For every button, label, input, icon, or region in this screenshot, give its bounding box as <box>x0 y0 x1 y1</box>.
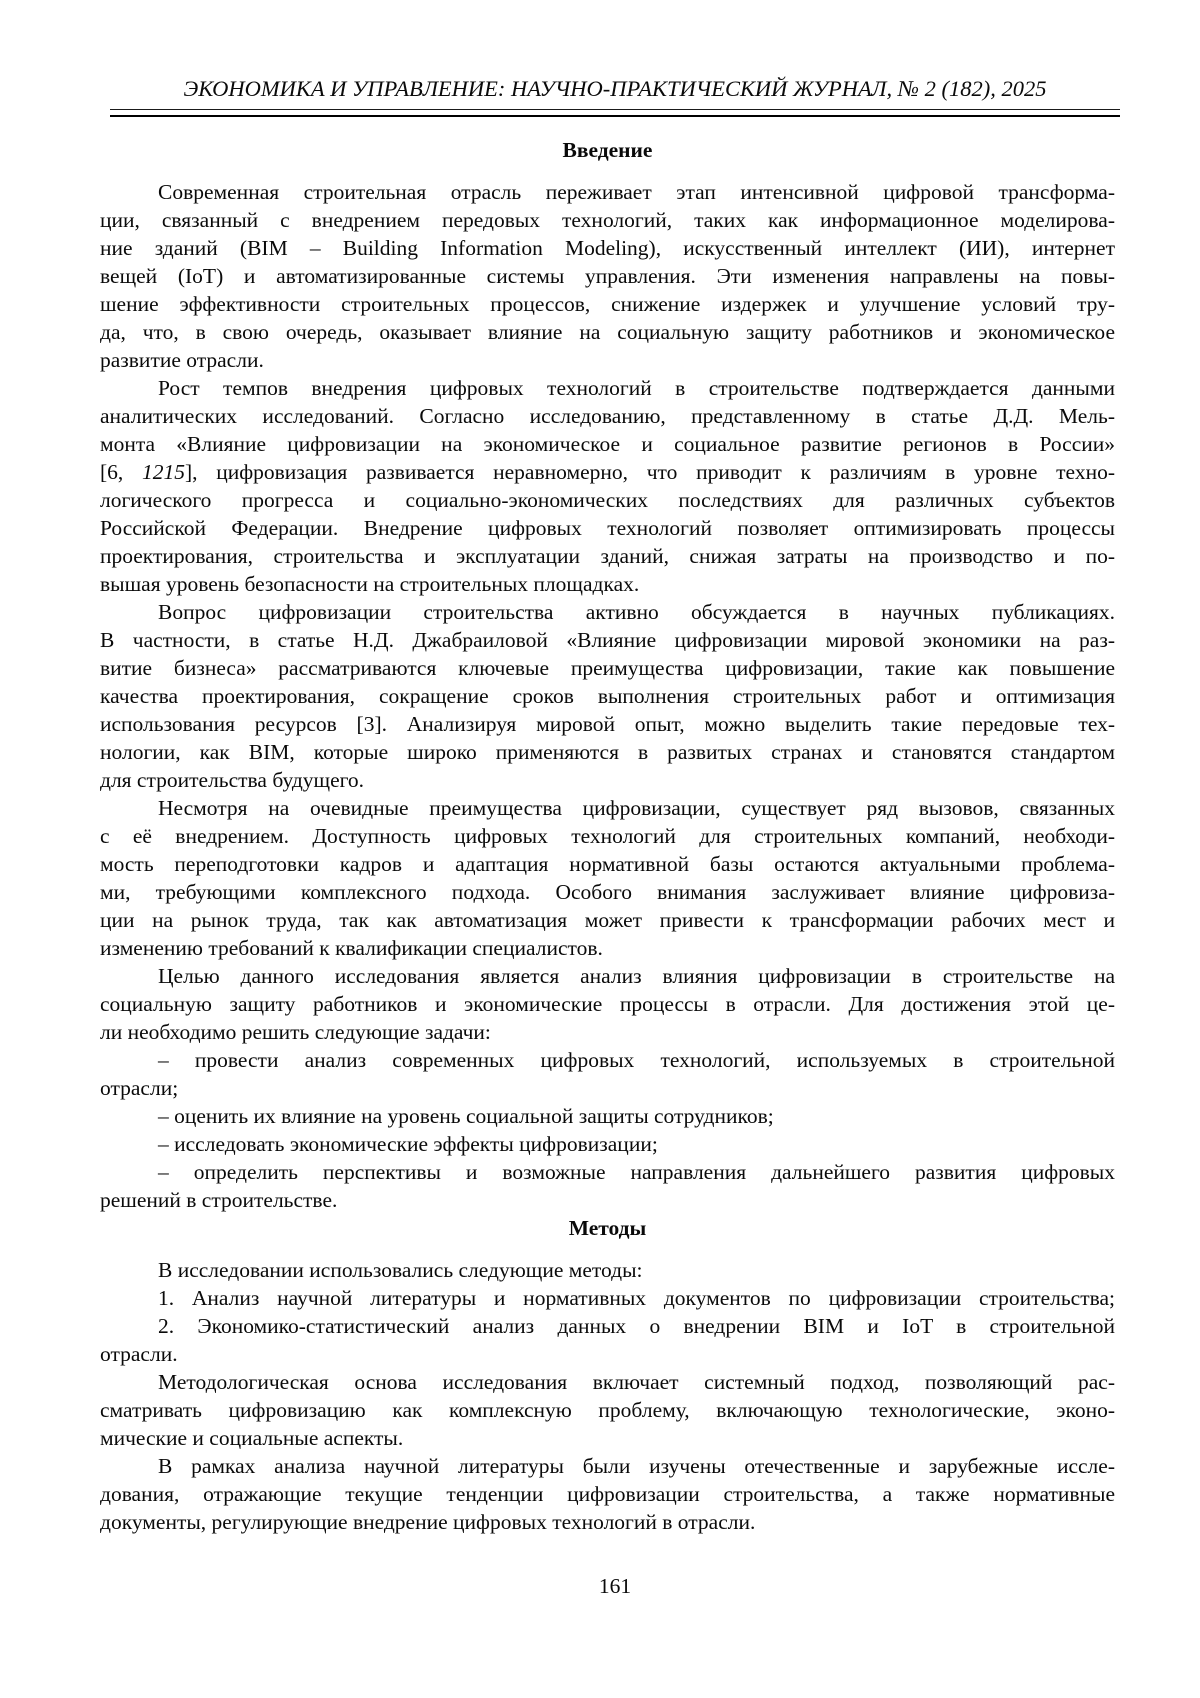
text-line: В исследовании использовались следующие методы: <box>158 1258 643 1282</box>
text-line: ции, связанный с внедрением передовых технологий, таких как информационное моделирова- <box>100 208 1115 232</box>
paragraph <box>100 962 1115 1046</box>
text-line: вещей (IoT) и автоматизированные системы управления. Эти изменения направлены на повы- <box>100 264 1115 288</box>
paragraph <box>100 1256 1115 1284</box>
text-line: ции на рынок труда, так как автоматизация может привести к трансформации рабочих мест и <box>100 908 1115 932</box>
text-line: Рост темпов внедрения цифровых технологий в строительстве подтверждается данными <box>158 376 1115 400</box>
article-body <box>100 136 1115 1536</box>
paragraph <box>100 1368 1115 1452</box>
text-line: монта «Влияние цифровизации на экономическое и социальное развитие регионов в России» <box>100 432 1115 456</box>
paragraph <box>100 1284 1115 1312</box>
text-line: документы, регулирующие внедрение цифровых технологий в отрасли. <box>100 1510 756 1534</box>
text-line: ли необходимо решить следующие задачи: <box>100 1020 491 1044</box>
text-line: – определить перспективы и возможные направления дальнейшего развития цифровых <box>158 1160 1115 1184</box>
section-heading: Методы <box>568 1216 647 1240</box>
text-line: [6, 1215], цифровизация развивается неравномерно, что приводит к различиям в уровне техно- <box>100 460 1115 484</box>
text-line: – провести анализ современных цифровых технологий, используемых в строительной <box>158 1048 1115 1072</box>
paragraph <box>100 1158 1115 1214</box>
text-line: Вопрос цифровизации строительства активно обсуждается в научных публикациях. <box>158 600 1115 624</box>
text-line: для строительства будущего. <box>100 768 365 792</box>
paragraph <box>100 794 1115 962</box>
text-line: Российской Федерации. Внедрение цифровых технологий позволяет оптимизировать процессы <box>100 516 1115 540</box>
text-line: В рамках анализа научной литературы были изучены отечественные и зарубежные иссле- <box>158 1454 1115 1478</box>
paragraph <box>100 1312 1115 1368</box>
text-line: решений в строительстве. <box>100 1188 338 1212</box>
text-line: социальную защиту работников и экономические процессы в отрасли. Для достижения этой це- <box>100 992 1115 1016</box>
paragraph <box>100 1102 1115 1130</box>
header-rule <box>110 109 1120 117</box>
text-line: качества проектирования, сокращение сроков выполнения строительных работ и оптимизация <box>100 684 1115 708</box>
text-line: отрасли; <box>100 1076 179 1100</box>
paragraph <box>100 1452 1115 1536</box>
text-line: развитие отрасли. <box>100 348 264 372</box>
page-number: 161 <box>598 1574 632 1598</box>
text-line: Несмотря на очевидные преимущества цифровизации, существует ряд вызовов, связанных <box>158 796 1115 820</box>
text-line: – оценить их влияние на уровень социальной защиты сотрудников; <box>158 1104 774 1128</box>
text-line: дования, отражающие текущие тенденции цифровизации строительства, а также нормативные <box>100 1482 1115 1506</box>
text-line: шение эффективности строительных процессов, снижение издержек и улучшение условий тру- <box>100 292 1115 316</box>
text-line: 2. Экономико-статистический анализ данных о внедрении BIM и IoT в строительной <box>158 1314 1115 1338</box>
text-line: Современная строительная отрасль переживает этап интенсивной цифровой трансформа- <box>158 180 1115 204</box>
text-line: вышая уровень безопасности на строительных площадках. <box>100 572 640 596</box>
text-line: мические и социальные аспекты. <box>100 1426 404 1450</box>
paragraph <box>100 598 1115 794</box>
text-line: логического прогресса и социально-экономических последствиях для различных субъектов <box>100 488 1115 512</box>
text-line: с её внедрением. Доступность цифровых технологий для строительных компаний, необходи- <box>100 824 1115 848</box>
text-line: витие бизнеса» рассматриваются ключевые преимущества цифровизации, такие как повышение <box>100 656 1115 680</box>
text-line: Целью данного исследования является анализ влияния цифровизации в строительстве на <box>158 964 1115 988</box>
text-line: нологии, как BIM, которые широко применяются в развитых странах и становятся стандартом <box>100 740 1115 764</box>
text-line: ми, требующими комплексного подхода. Особого внимания заслуживает влияние цифровиза- <box>100 880 1115 904</box>
journal-running-head: ЭКОНОМИКА И УПРАВЛЕНИЕ: НАУЧНО-ПРАКТИЧЕСКИЙ ЖУРНАЛ, № 2 (182), 2025 <box>183 76 1047 101</box>
text-line: изменению требований к квалификации специалистов. <box>100 936 603 960</box>
text-line: отрасли. <box>100 1342 178 1366</box>
text-line: да, что, в свою очередь, оказывает влияние на социальную защиту работников и экономическое <box>100 320 1115 344</box>
text-line: использования ресурсов [3]. Анализируя мировой опыт, можно выделить такие передовые тех- <box>100 712 1115 736</box>
text-line: проектирования, строительства и эксплуатации зданий, снижая затраты на производство и по- <box>100 544 1115 568</box>
text-line: – исследовать экономические эффекты цифровизации; <box>158 1132 658 1156</box>
paragraph <box>100 178 1115 374</box>
paragraph <box>100 374 1115 598</box>
text-line: Методологическая основа исследования включает системный подход, позволяющий рас- <box>158 1370 1115 1394</box>
paragraph <box>100 1046 1115 1102</box>
paragraph <box>100 1130 1115 1158</box>
text-line: В частности, в статье Н.Д. Джабраиловой «Влияние цифровизации мировой экономики на раз- <box>100 628 1115 652</box>
text-line: 1. Анализ научной литературы и нормативных документов по цифровизации строительства; <box>158 1286 1115 1310</box>
text-line: мость переподготовки кадров и адаптация нормативной базы остаются актуальными проблема- <box>100 852 1115 876</box>
text-line: ние зданий (BIM – Building Information Modeling), искусственный интеллект (ИИ), интернет <box>100 236 1115 260</box>
text-line: аналитических исследований. Согласно исследованию, представленному в статье Д.Д. Мель- <box>100 404 1115 428</box>
section-heading: Введение <box>562 138 653 162</box>
text-line: сматривать цифровизацию как комплексную проблему, включающую технологические, эконо- <box>100 1398 1115 1422</box>
